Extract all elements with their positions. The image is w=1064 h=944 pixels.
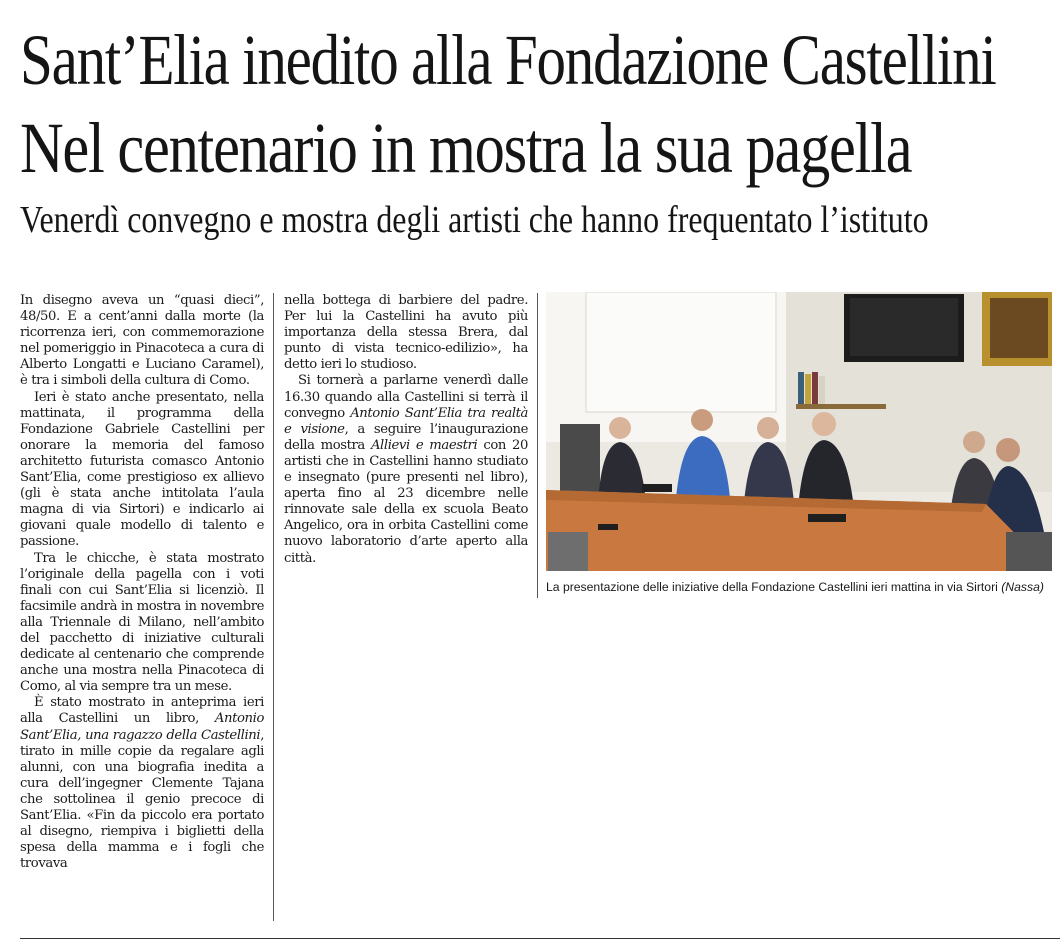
paragraph: Tra le chicche, è stata mostrato l’originale della pagella con i voti finali con cui Sant’Elia si licenziò. Il facsimile andrà in mostra in novembre alla Triennale di Milano, nell’ambito del pacchetto di iniziative culturali dedicate al centenario che comprende anche una mostra nella Pinacoteca di Como, al via sempre tra un mese. <box>20 550 264 695</box>
text-run: con 20 artisti che in Castellini hanno studiato e insegnato (pure presenti nel libro), aperta fino al 23 dicembre nelle rinnovate sale della ex scuola Beato Angelico, ora in orbita Castellini come nuovo laboratorio d’arte aperto alla città. <box>284 437 528 566</box>
paragraph: nella bottega di barbiere del padre. Per lui la Castellini ha avuto più importanza della stessa Brera, dal punto di vista tecnico-edilizio», ha detto ieri lo studioso. <box>284 293 528 373</box>
headline-line-1: Sant’Elia inedito alla Fondazione Castellini <box>20 20 996 100</box>
column-divider <box>537 293 538 598</box>
text-run: Si tornerà a parlarne venerdì dalle 16.30 quando alla Castellini si terrà il convegno <box>284 373 528 421</box>
photo-credit: (Nassa) <box>1001 580 1044 594</box>
paragraph: Ieri è stato anche presentato, nella mattinata, il programma della Fondazione Gabriele Castellini per onorare la memoria del famoso architetto futurista comasco Antonio Sant’Elia, come prestigioso ex allievo (gli è stata anche intitolata l’aula magna di via Sirtori) e indicarlo ai giovani quale modello di talento e passione. <box>20 389 264 550</box>
paragraph: In disegno aveva un “quasi dieci”, 48/50. E a cent’anni dalla morte (la ricorrenza ieri, con commemorazione nel pomeriggio in Pinacoteca a cura di Alberto Longatti e Luciano Caramel), è tra i simboli della cultura di Como. <box>20 293 264 389</box>
book-title: Antonio Sant’Elia, una ragazzo della Castellini <box>20 711 264 743</box>
article-column-2 <box>284 293 528 567</box>
text-run: È stato mostrato in anteprima ieri alla Castellini un libro, <box>20 695 264 727</box>
caption-text: La presentazione delle iniziative della Fondazione Castellini ieri mattina in via Sirtori <box>546 580 1002 594</box>
exhibition-title: Allievi e maestri <box>370 437 478 453</box>
text-run: , a seguire l’inaugurazione della mostra <box>284 421 528 453</box>
column-divider <box>273 293 274 921</box>
bottom-rule <box>20 938 1060 939</box>
photo-caption <box>546 580 1064 594</box>
article-column-1 <box>20 293 264 872</box>
paragraph <box>284 373 528 566</box>
text-run: , tirato in mille copie da regalare agli alunni, con una biografia inedita a cura dell’ingegner Clemente Tajana che sottolinea il genio precoce di Sant’Elia. «Fin da piccolo era portato al disegno, riempiva i biglietti della spesa della mamma e i fogli che trovava <box>20 727 264 872</box>
paragraph <box>20 695 264 872</box>
conference-title: Antonio Sant’Elia tra realtà e visione <box>284 405 529 437</box>
press-conference-photo <box>546 292 1052 571</box>
subheadline: Venerdì convegno e mostra degli artisti che hanno frequentato l’istituto <box>20 199 929 241</box>
headline-line-2: Nel centenario in mostra la sua pagella <box>20 108 912 188</box>
